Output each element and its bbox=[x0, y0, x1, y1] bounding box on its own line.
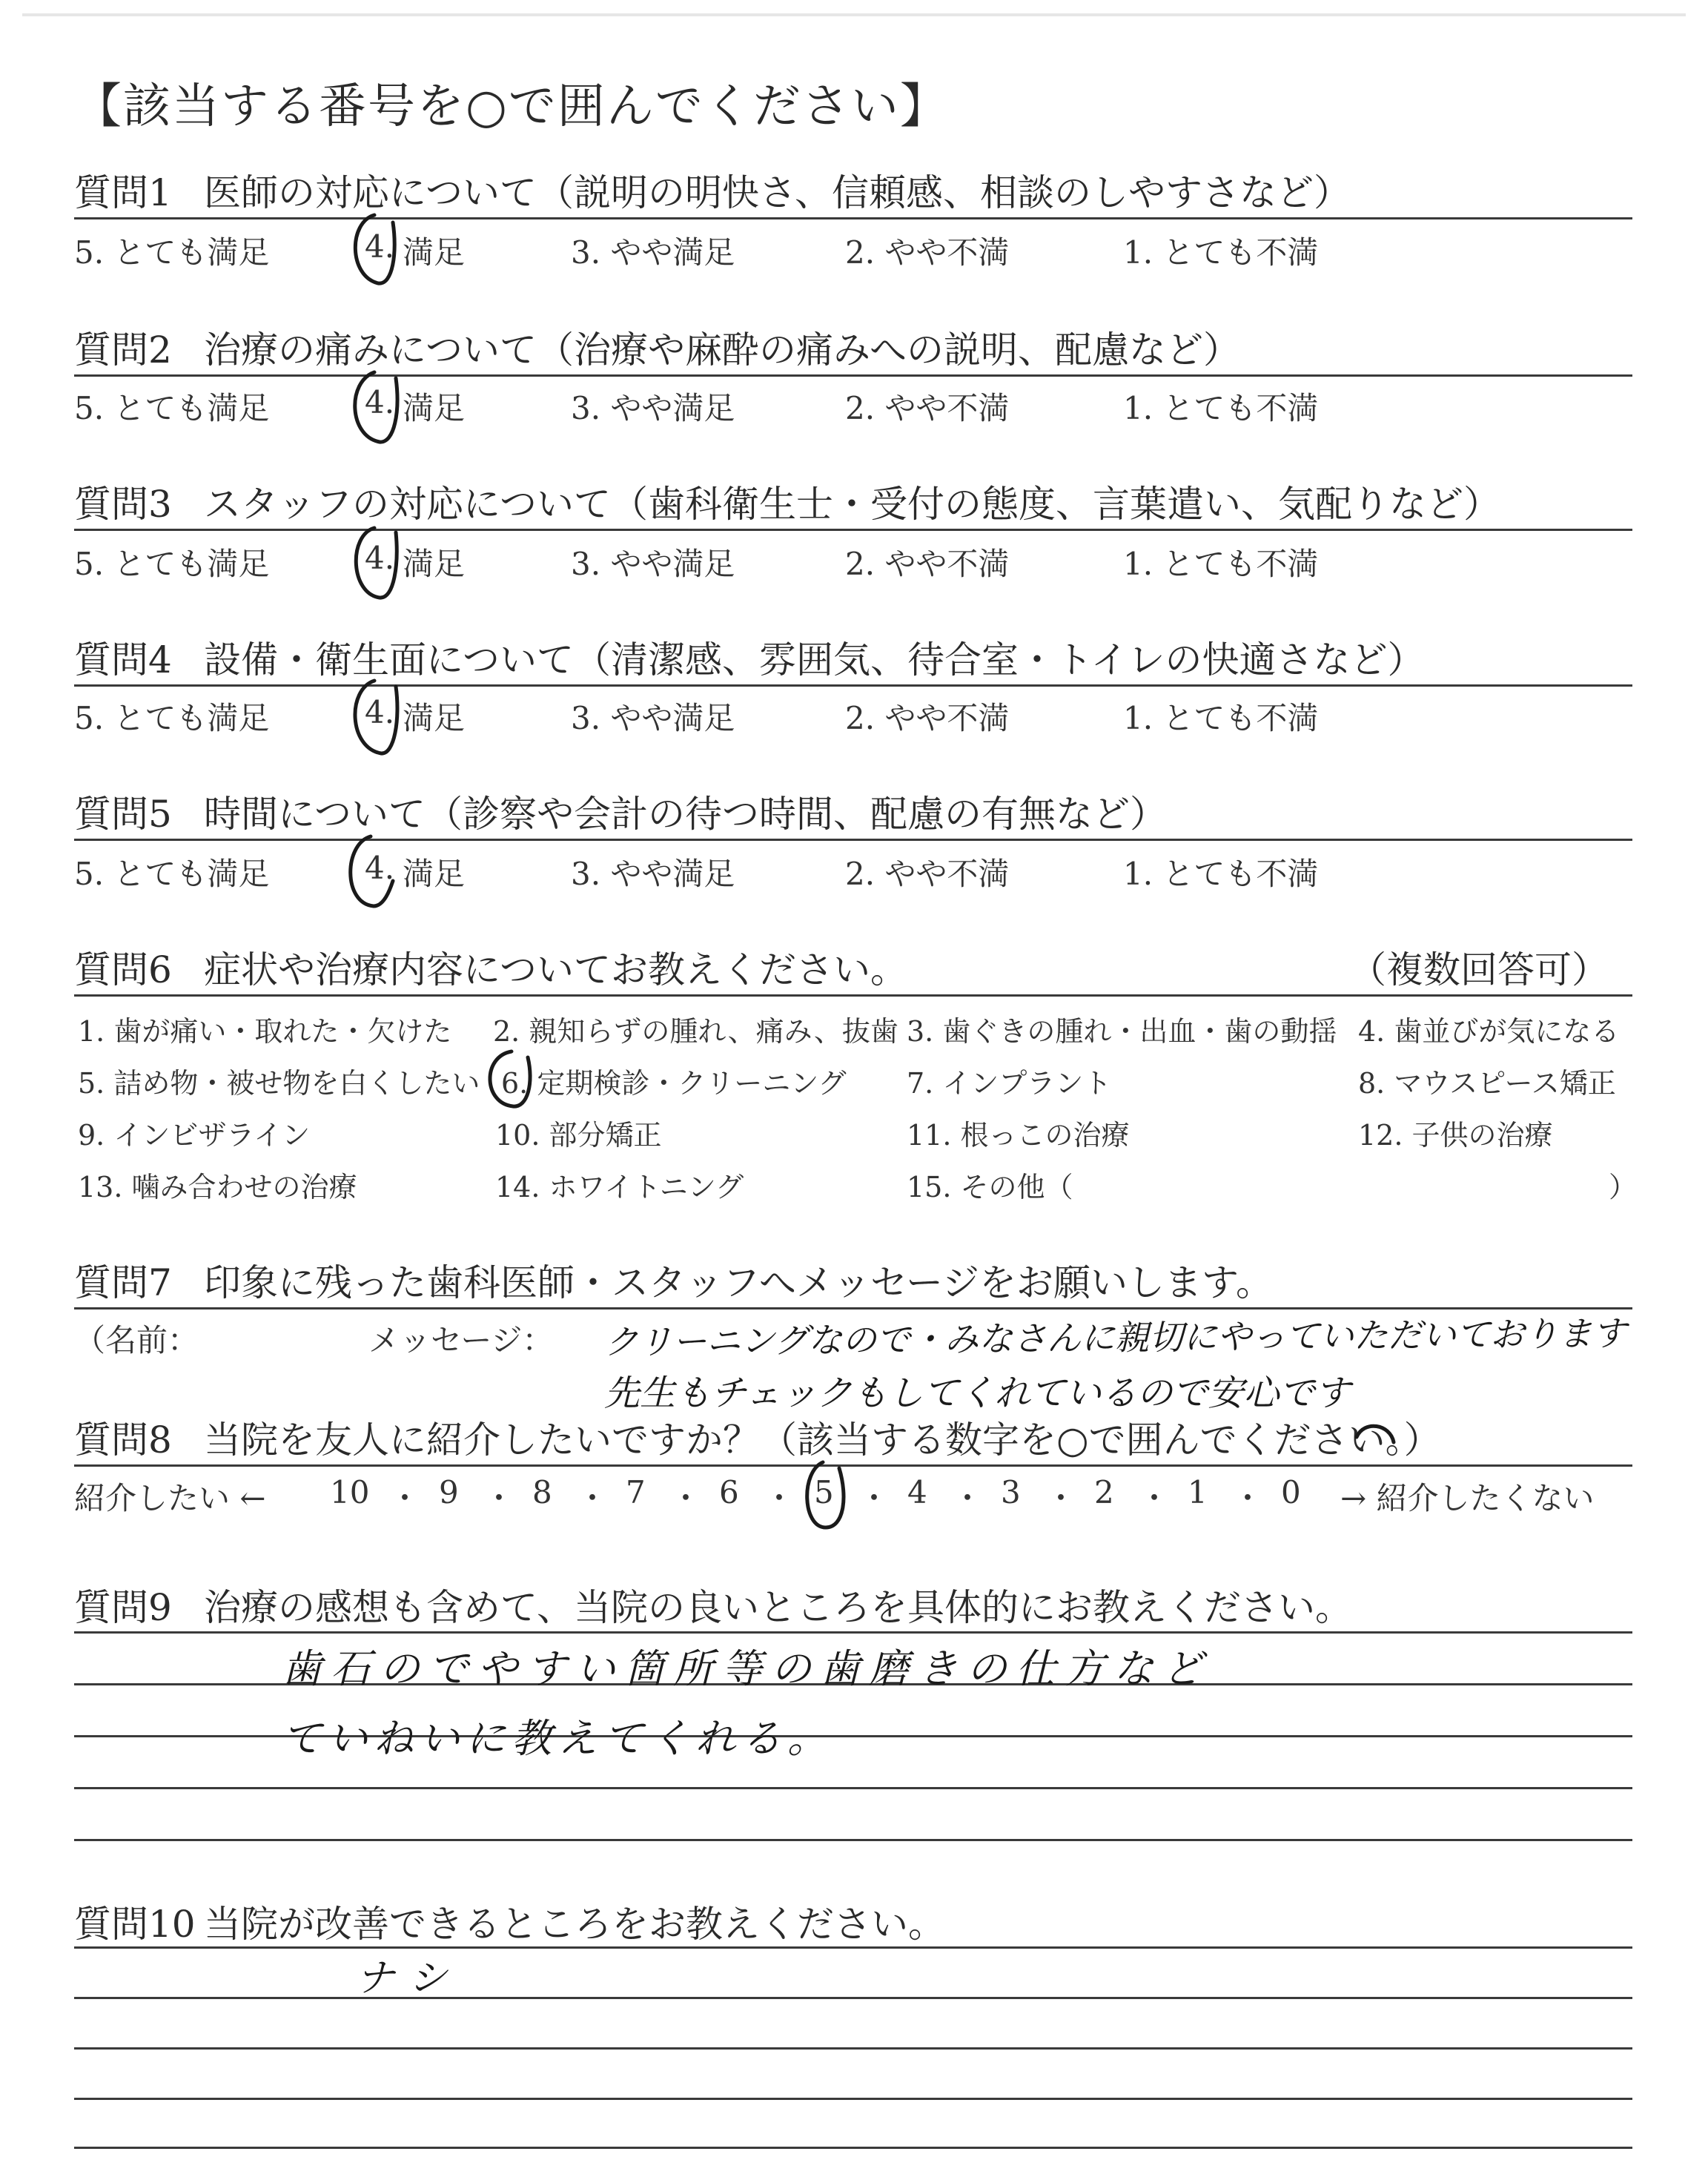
q3-option-2[interactable]: 2. やや不満 bbox=[845, 546, 1010, 582]
q3-option-5[interactable]: 5. とても満足 bbox=[74, 546, 270, 582]
q10-handwritten-answer: ナシ bbox=[356, 1956, 462, 2001]
question-5-text: 時間について（診察や会計の待つ時間、配慮の有無など） bbox=[204, 793, 1167, 836]
q8-number-9[interactable]: 9 bbox=[439, 1474, 459, 1510]
q3-option-4-label[interactable]: 満足 bbox=[403, 546, 466, 582]
q6-option-12[interactable]: 12. 子供の治療 bbox=[1358, 1119, 1553, 1152]
q1-option-5[interactable]: 5. とても満足 bbox=[74, 234, 270, 271]
q8-number-3[interactable]: 3 bbox=[1001, 1474, 1021, 1510]
question-6-note: （複数回答可） bbox=[1349, 948, 1609, 991]
q6-option-11[interactable]: 11. 根っこの治療 bbox=[907, 1119, 1130, 1152]
question-9-text: 治療の感想も含めて、当院の良いところを具体的にお教えください。 bbox=[204, 1586, 1352, 1629]
q8-number-2[interactable]: 2 bbox=[1094, 1474, 1114, 1510]
q2-option-4-label[interactable]: 満足 bbox=[403, 390, 466, 426]
q8-number-0[interactable]: 0 bbox=[1281, 1474, 1301, 1510]
q9-handwritten-line-2: ていねいに教えてくれる。 bbox=[282, 1715, 833, 1762]
question-4-label: 質問4 bbox=[74, 638, 172, 681]
q1-option-4-number[interactable]: 4. bbox=[365, 228, 395, 265]
form-title: 【該当する番号を○で囲んでください】 bbox=[74, 79, 949, 134]
q3-option-3[interactable]: 3. やや満足 bbox=[571, 546, 735, 582]
q2-selection-circle bbox=[355, 372, 397, 442]
question-10-text: 当院が改善できるところをお教えください。 bbox=[204, 1903, 945, 1946]
question-2-label: 質問2 bbox=[74, 328, 172, 371]
question-7-label: 質問7 bbox=[74, 1261, 172, 1304]
question-5-label: 質問5 bbox=[74, 793, 172, 836]
q4-option-4-label[interactable]: 満足 bbox=[403, 700, 466, 736]
q8-selection-circle bbox=[807, 1462, 844, 1527]
q5-option-5[interactable]: 5. とても満足 bbox=[74, 856, 270, 892]
question-1-label: 質問1 bbox=[74, 171, 172, 214]
q6-selection-circle bbox=[490, 1051, 530, 1106]
q5-option-4-label[interactable]: 満足 bbox=[403, 856, 466, 892]
q1-option-1[interactable]: 1. とても不満 bbox=[1123, 234, 1319, 271]
q3-selection-circle bbox=[356, 528, 397, 598]
question-3-text: スタッフの対応について（歯科衛生士・受付の態度、言葉遣い、気配りなど） bbox=[204, 483, 1500, 526]
q3-option-1[interactable]: 1. とても不満 bbox=[1123, 546, 1319, 582]
q6-option-15[interactable]: 15. その他（ bbox=[907, 1171, 1073, 1203]
question-7-text: 印象に残った歯科医師・スタッフへメッセージをお願いします。 bbox=[204, 1261, 1273, 1304]
q5-option-2[interactable]: 2. やや不満 bbox=[845, 856, 1010, 892]
q6-option-9[interactable]: 9. インビザライン bbox=[78, 1119, 311, 1152]
q6-option-15-close: ） bbox=[1609, 1171, 1638, 1203]
q6-option-1[interactable]: 1. 歯が痛い・取れた・欠けた bbox=[78, 1015, 452, 1048]
q6-option-10[interactable]: 10. 部分矯正 bbox=[495, 1119, 662, 1152]
q8-dot: ・ bbox=[389, 1480, 421, 1516]
q8-number-7[interactable]: 7 bbox=[626, 1474, 646, 1510]
q6-option-6[interactable]: 6. 定期検診・クリーニング bbox=[501, 1067, 847, 1100]
q4-option-5[interactable]: 5. とても満足 bbox=[74, 700, 270, 736]
q8-dot: ・ bbox=[483, 1480, 515, 1516]
q2-option-3[interactable]: 3. やや満足 bbox=[571, 390, 735, 426]
q8-number-8[interactable]: 8 bbox=[532, 1474, 552, 1510]
q8-right-label: → 紹介したくない bbox=[1340, 1480, 1595, 1516]
q6-option-3[interactable]: 3. 歯ぐきの腫れ・出血・歯の動揺 bbox=[907, 1015, 1337, 1048]
q4-option-3[interactable]: 3. やや満足 bbox=[571, 700, 735, 736]
q8-number-5[interactable]: 5 bbox=[814, 1474, 834, 1510]
q8-number-6[interactable]: 6 bbox=[719, 1474, 739, 1510]
q8-dot: ・ bbox=[952, 1480, 984, 1516]
q2-option-2[interactable]: 2. やや不満 bbox=[845, 390, 1010, 426]
q4-selection-circle bbox=[355, 681, 397, 753]
q1-option-4-label[interactable]: 満足 bbox=[403, 234, 466, 271]
q8-number-10[interactable]: 10 bbox=[330, 1474, 370, 1510]
q1-option-3[interactable]: 3. やや満足 bbox=[571, 234, 735, 271]
q2-option-1[interactable]: 1. とても不満 bbox=[1123, 390, 1319, 426]
q1-selection-circle bbox=[355, 215, 394, 283]
q2-option-4-number[interactable]: 4. bbox=[365, 384, 395, 420]
question-6-text: 症状や治療内容についてお教えください。 bbox=[204, 948, 907, 991]
q5-selection-circle bbox=[351, 836, 393, 906]
q6-option-7[interactable]: 7. インプラント bbox=[907, 1067, 1112, 1100]
q8-dot: ・ bbox=[1045, 1480, 1077, 1516]
q6-option-14[interactable]: 14. ホワイトニング bbox=[495, 1171, 744, 1203]
q8-dot: ・ bbox=[577, 1480, 609, 1516]
q5-option-3[interactable]: 3. やや満足 bbox=[571, 856, 735, 892]
question-10-label: 質問10 bbox=[74, 1903, 196, 1946]
q4-option-4-number[interactable]: 4. bbox=[365, 694, 395, 730]
q6-option-5[interactable]: 5. 詰め物・被せ物を白くしたい bbox=[78, 1067, 480, 1100]
q8-dot: ・ bbox=[764, 1480, 795, 1516]
q7-handwritten-line-2: 先生もチェックもしてくれているので安心です bbox=[604, 1373, 1351, 1414]
question-6-label: 質問6 bbox=[74, 948, 172, 991]
question-3-label: 質問3 bbox=[74, 483, 172, 526]
q8-dot: ・ bbox=[1139, 1480, 1171, 1516]
q7-name-label: （名前： bbox=[74, 1322, 199, 1358]
q4-option-1[interactable]: 1. とても不満 bbox=[1123, 700, 1319, 736]
question-9-label: 質問9 bbox=[74, 1586, 172, 1629]
q4-option-2[interactable]: 2. やや不満 bbox=[845, 700, 1010, 736]
q5-option-4-number[interactable]: 4. bbox=[365, 850, 395, 886]
question-8-label: 質問8 bbox=[74, 1418, 172, 1462]
q8-left-label: 紹介したい ← bbox=[74, 1480, 266, 1516]
question-2-text: 治療の痛みについて（治療や麻酔の痛みへの説明、配慮など） bbox=[204, 328, 1240, 371]
q6-option-2[interactable]: 2. 親知らずの腫れ、痛み、抜歯 bbox=[493, 1015, 898, 1048]
q8-dot: ・ bbox=[1232, 1480, 1264, 1516]
q6-option-13[interactable]: 13. 噛み合わせの治療 bbox=[78, 1171, 357, 1203]
q3-option-4-number[interactable]: 4. bbox=[365, 540, 395, 576]
q1-option-2[interactable]: 2. やや不満 bbox=[845, 234, 1010, 271]
q5-option-1[interactable]: 1. とても不満 bbox=[1123, 856, 1319, 892]
q8-dot: ・ bbox=[858, 1480, 890, 1516]
q7-stray-pen-mark bbox=[1357, 1426, 1394, 1442]
q9-handwritten-line-1: 歯石のでやすい箇所等の歯磨きの仕方など bbox=[282, 1645, 1211, 1692]
q6-option-8[interactable]: 8. マウスピース矯正 bbox=[1358, 1067, 1616, 1100]
question-1-text: 医師の対応について（説明の明快さ、信頼感、相談のしやすさなど） bbox=[204, 171, 1351, 214]
question-8-text: 当院を友人に紹介したいですか？（該当する数字を○で囲んでください。） bbox=[204, 1418, 1441, 1462]
q6-option-4[interactable]: 4. 歯並びが気になる bbox=[1358, 1015, 1620, 1048]
question-4-text: 設備・衛生面について（清潔感、雰囲気、待合室・トイレの快適さなど） bbox=[204, 638, 1425, 681]
q7-handwritten-line-1: クリーニングなので・みなさんに親切にやっていただいております bbox=[603, 1312, 1627, 1363]
q8-number-1[interactable]: 1 bbox=[1188, 1474, 1208, 1510]
q7-message-label: メッセージ： bbox=[368, 1322, 554, 1358]
q2-option-5[interactable]: 5. とても満足 bbox=[74, 390, 270, 426]
q8-dot: ・ bbox=[670, 1480, 702, 1516]
q8-number-4[interactable]: 4 bbox=[907, 1474, 927, 1510]
